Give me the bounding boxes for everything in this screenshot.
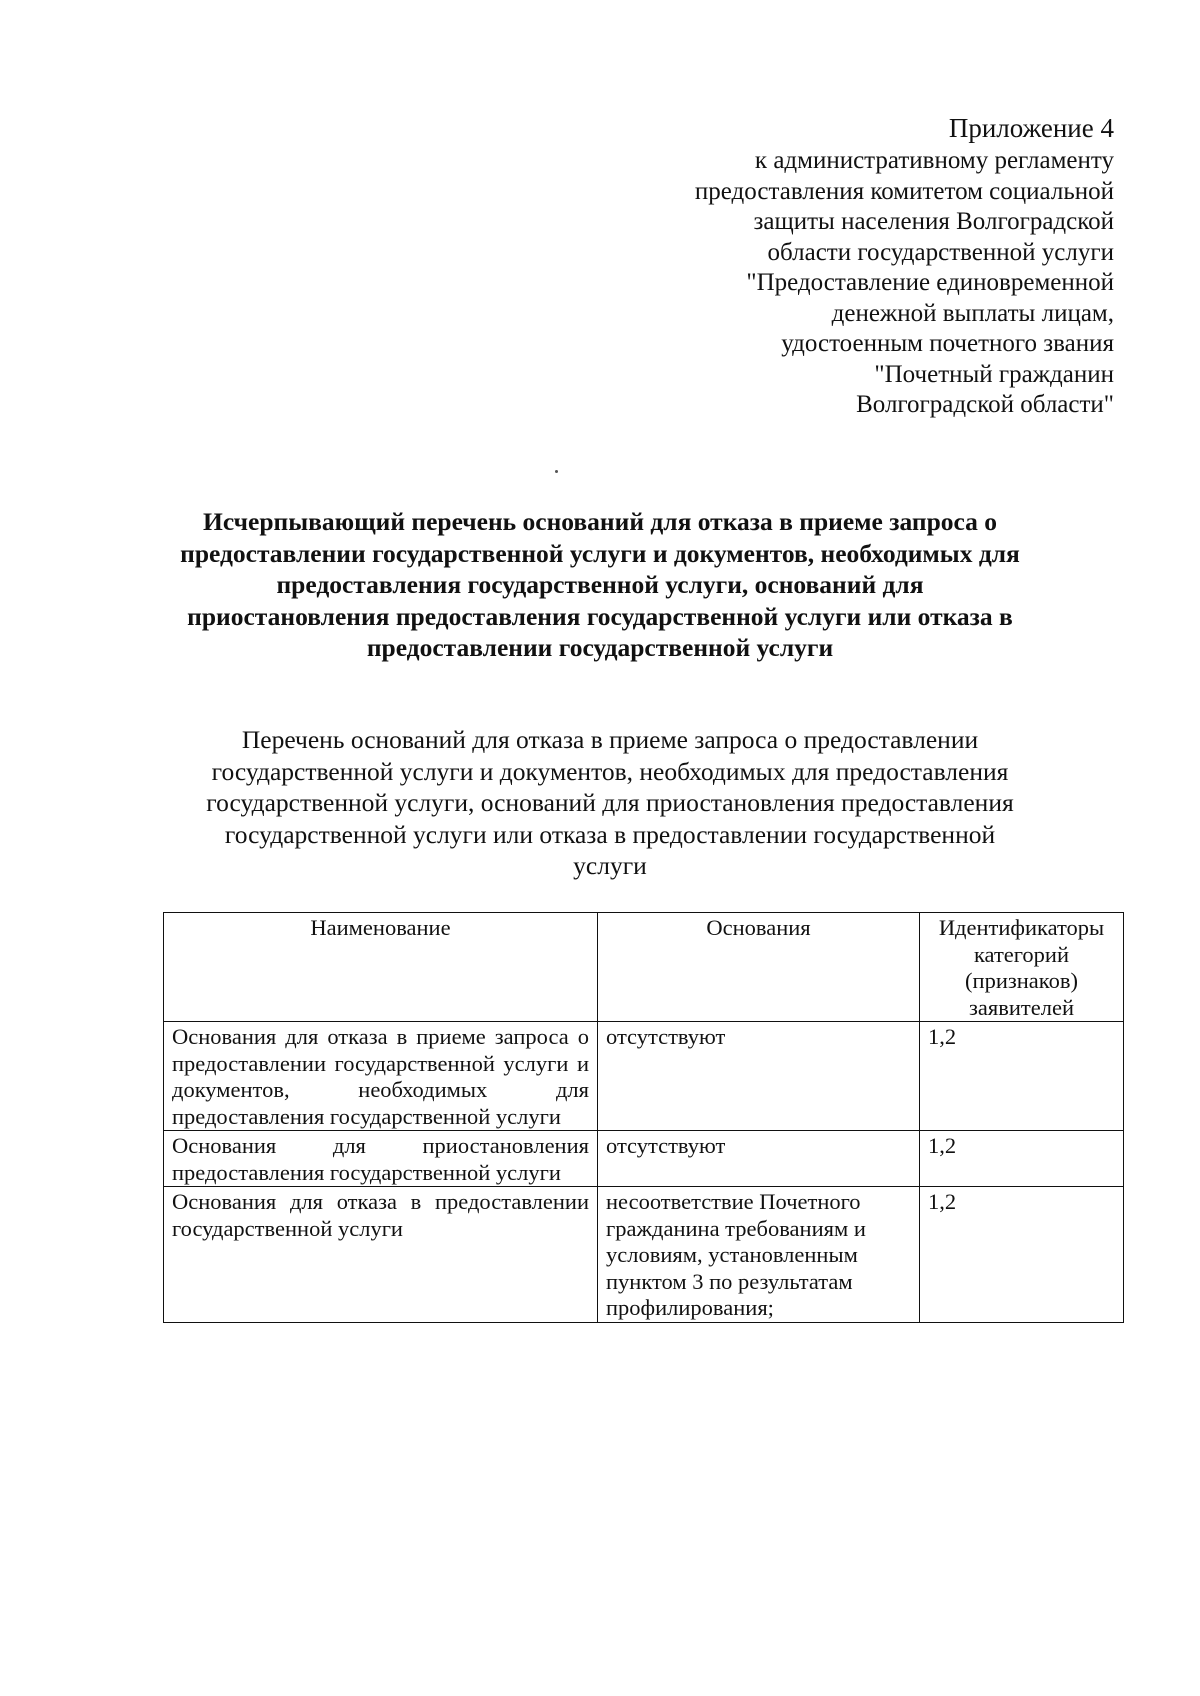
header-ids: Идентификаторы категорий (признаков) заявителей: [920, 913, 1124, 1022]
row-name: Основания для отказа в предоставлении государственной услуги: [164, 1187, 598, 1323]
appendix-line: предоставления комитетом социальной: [694, 177, 1114, 205]
appendix-line: Волгоградской области": [856, 391, 1114, 418]
row-grounds: отсутствуют: [598, 1022, 920, 1131]
appendix-line: денежной выплаты лицам,: [831, 299, 1114, 327]
table-row: [164, 1131, 1124, 1187]
sub-heading-line: государственной услуги, оснований для приостановления предоставления: [206, 788, 1014, 817]
row-grounds: отсутствуют: [598, 1131, 920, 1187]
appendix-block: [554, 112, 1114, 421]
header-grounds: Основания: [598, 913, 920, 1022]
sub-heading-line: услуги: [573, 851, 647, 880]
row-ids: 1,2: [920, 1131, 1124, 1187]
row-ids: 1,2: [920, 1022, 1124, 1131]
row-grounds: несоответствие Почетного гражданина требованиям и условиям, установленным пунктом 3 по результатам профилирования;: [598, 1187, 920, 1323]
appendix-line: области государственной услуги: [767, 238, 1114, 266]
row-name: Основания для приостановления предоставления государственной услуги: [164, 1131, 598, 1187]
sub-heading-line: государственной услуги или отказа в предоставлении государственной: [224, 819, 996, 849]
main-heading-line: приостановления предоставления государственной услуги или отказа в: [187, 601, 1013, 631]
main-heading: [120, 506, 1080, 664]
sub-heading-line: Перечень оснований для отказа в приеме запроса о предоставлении: [241, 725, 979, 754]
header-name: Наименование: [164, 913, 598, 1022]
main-heading-line: предоставления государственной услуги, оснований для: [276, 570, 924, 599]
sub-heading-line: государственной услуги и документов, необходимых для предоставления: [211, 756, 1009, 786]
main-heading-line: Исчерпывающий перечень оснований для отказа в приеме запроса о: [202, 507, 998, 536]
appendix-line: к административному регламенту: [754, 147, 1114, 174]
scan-dot: [555, 470, 558, 473]
table-header-row: [164, 913, 1124, 1022]
appendix-line: удостоенным почетного звания: [781, 330, 1114, 357]
main-heading-line: предоставлении государственной услуги: [366, 633, 834, 662]
appendix-line: защиты населения Волгоградской: [753, 208, 1114, 235]
appendix-line: "Предоставление единовременной: [746, 269, 1114, 296]
main-heading-line: предоставлении государственной услуги и документов, необходимых для: [180, 538, 1020, 568]
row-ids: 1,2: [920, 1187, 1124, 1323]
sub-heading: [160, 724, 1060, 882]
grounds-table: [163, 912, 1124, 1323]
appendix-line: "Почетный гражданин: [874, 360, 1114, 388]
table-row: [164, 1022, 1124, 1131]
row-name: Основания для отказа в приеме запроса о предоставлении государственной услуги и документов, необходимых для предоставления государственной услуги: [164, 1022, 598, 1131]
appendix-title: Приложение 4: [948, 113, 1114, 143]
table-row: [164, 1187, 1124, 1323]
